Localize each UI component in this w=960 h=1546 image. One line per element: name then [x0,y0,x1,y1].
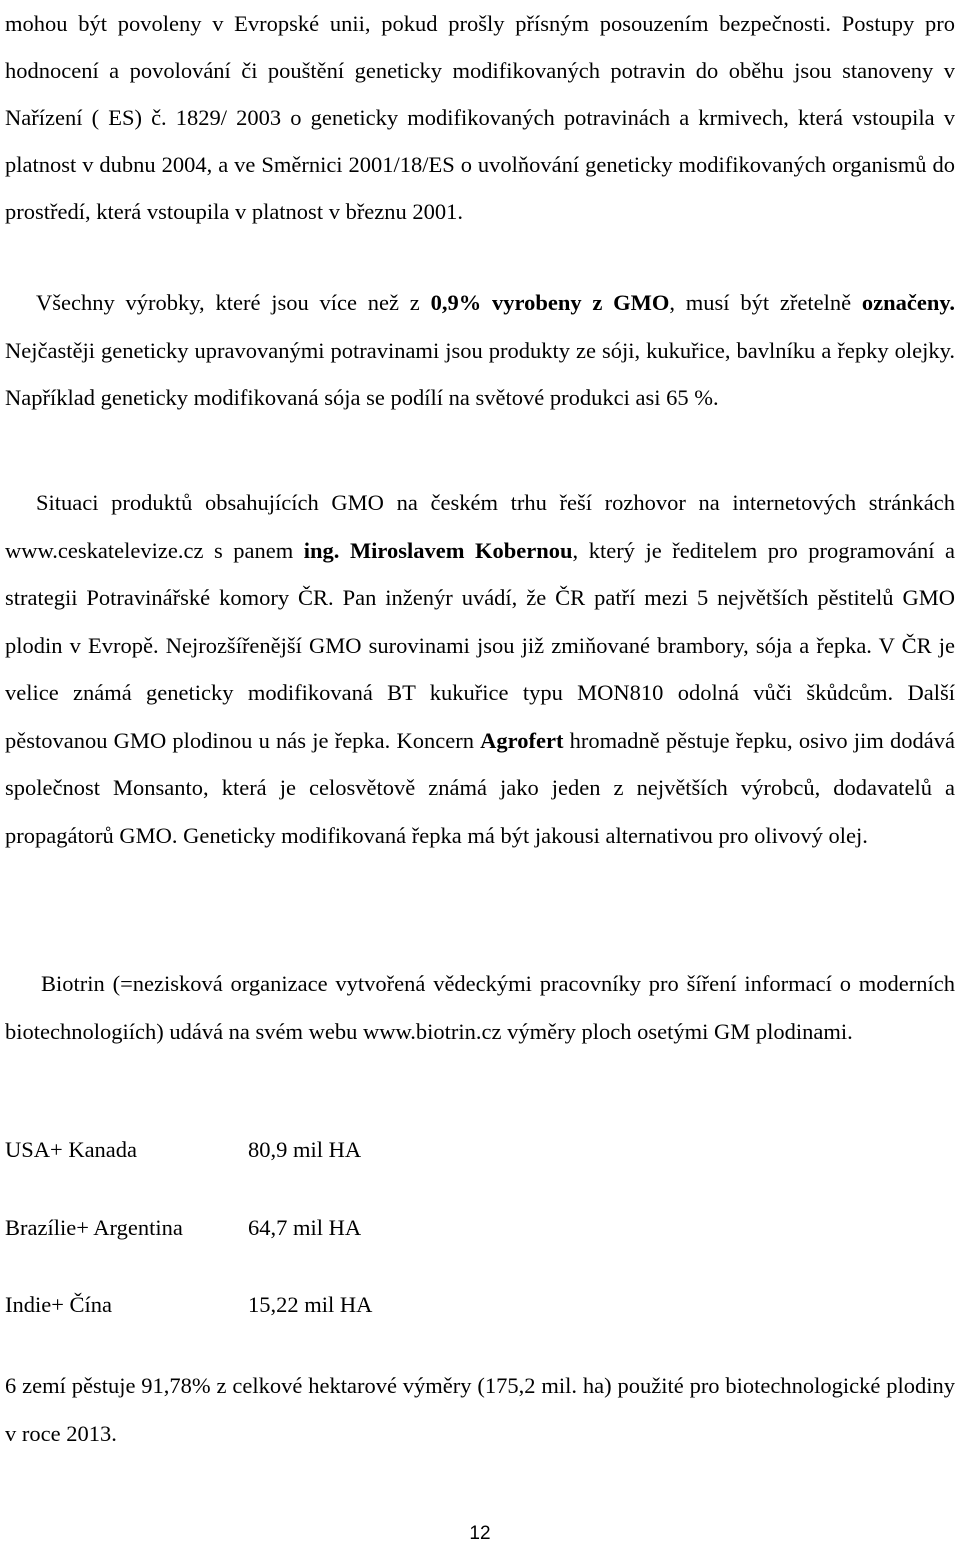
area-row-country: Indie+ Čína [5,1292,113,1317]
paragraph-summary: 6 zemí pěstuje 91,78% z celkové hektarové výměry (175,2 mil. ha) použité pro biotechnologické plodiny v roce 2013. [5,1373,955,1446]
area-row-country: Brazílie+ Argentina [5,1215,183,1240]
paragraph-czech-market [5,479,955,859]
market-text-2: , který je ředitelem pro programování a strategii Potravinářské komory ČR. Pan inženýr uvádí, že ČR patří mezi 5 největších pěstitelů GMO plodin v Evropě. Nejrozšířenější GMO surovinami jsou již zmiňované brambory, sója a řepka. V ČR je velice známá geneticky modifikovaná BT kukuřice typu MON810 odolná vůči škůdcům. Další pěstovanou GMO plodinou u nás je řepka. Koncern [5,537,955,753]
area-row-value: 64,7 mil HA [248,1215,362,1240]
labeling-text-3: Nejčastěji geneticky upravovanými potravinami jsou produkty ze sóji, kukuřice, bavlníku a řepky olejky. Například geneticky modifikovaná sója se podílí na světové produkci asi 65 %. [5,337,955,410]
area-row-value: 15,22 mil HA [248,1292,373,1317]
labeling-bold-marked: označeny. [861,290,955,315]
market-bold-name: ing. Miroslavem Kobernou [303,537,573,563]
area-row-value: 80,9 mil HA [248,1137,362,1162]
paragraph-labeling [5,279,955,422]
labeling-text-2: , musí být zřetelně [669,290,862,315]
market-text-3: hromadně pěstuje řepku, osivo jim dodává společnost Monsanto, která je celosvětově známá jako jeden z největších výrobců, dodavatelů a propagátorů GMO. Geneticky modifikovaná řepka má být jakousi alternativou pro olivový olej. [5,727,955,848]
labeling-bold-threshold: 0,9% vyrobeny z GMO [430,290,670,315]
area-row-country: USA+ Kanada [5,1137,138,1162]
market-text-1: Situaci produktů obsahujících GMO na českém trhu řeší rozhovor na internetových stránkách www.ceskatelevize.cz s panem [5,490,955,563]
paragraph-regulation: mohou být povoleny v Evropské unii, pokud prošly přísným posouzením bezpečnosti. Postupy pro hodnocení a povolování či pouštění geneticky modifikovaných potravin do oběhu jsou stanoveny v Nařízení ( ES) č. 1829/ 2003 o geneticky modifikovaných potravinách a krmivech, která vstoupila v platnost v dubnu 2004, a ve Směrnici 2001/18/ES o uvolňování geneticky modifikovaných organismů do prostředí, která vstoupila v platnost v březnu 2001. [5,11,955,224]
market-bold-agrofert: Agrofert [480,727,564,753]
paragraph-biotrin: Biotrin (=nezisková organizace vytvořená vědeckými pracovníky pro šíření informací o moderních biotechnologiích) udává na svém webu www.biotrin.cz výměry ploch osetými GM plodinami. [5,971,955,1044]
labeling-text-1: Všechny výrobky, které jsou více než z [36,290,431,315]
page-number: 12 [469,1523,491,1544]
